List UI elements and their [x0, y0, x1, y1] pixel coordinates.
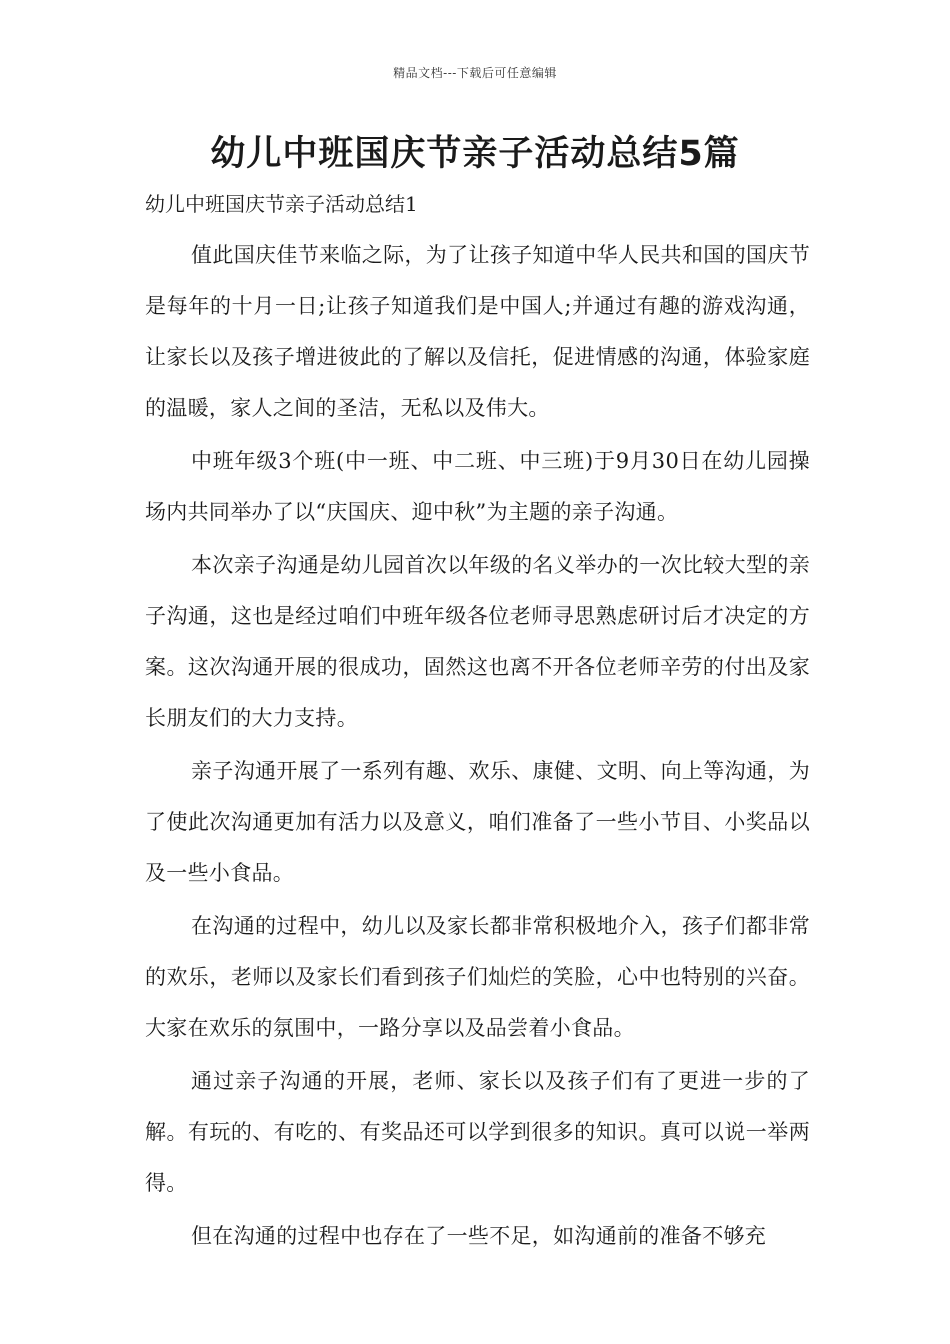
paragraph: 本次亲子沟通是幼儿园首次以年级的名义举办的一次比较大型的亲子沟通，这也是经过咱们中班年级各位老师寻思熟虑研讨后才决定的方案。这次沟通开展的很成功，固然这也离不开各位老师辛劳的付出及家长朋友们的大力支持。: [145, 553, 810, 730]
paragraph: 但在沟通的过程中也存在了一些不足，如沟通前的准备不够充: [191, 1224, 767, 1248]
paragraph: 值此国庆佳节来临之际，为了让孩子知道中华人民共和国的国庆节是每年的十月一日;让孩子知道我们是中国人;并通过有趣的游戏沟通，让家长以及孩子增进彼此的了解以及信托，促进情感的沟通，体验家庭的温暖，家人之间的圣洁，无私以及伟大。: [145, 243, 810, 420]
header-note: 精品文档---下载后可任意编辑: [393, 66, 557, 80]
document-title: 幼儿中班国庆节亲子活动总结5篇: [210, 134, 740, 174]
document-body: [145, 230, 810, 1264]
paragraph: 通过亲子沟通的开展，老师、家长以及孩子们有了更进一步的了解。有玩的、有吃的、有奖品还可以学到很多的知识。真可以说一举两得。: [145, 1069, 810, 1195]
paragraph: 亲子沟通开展了一系列有趣、欢乐、康健、文明、向上等沟通，为了使此次沟通更加有活力以及意义，咱们准备了一些小节目、小奖品以及一些小食品。: [145, 759, 810, 885]
section-heading: 幼儿中班国庆节亲子活动总结1: [145, 192, 418, 216]
paragraph: 在沟通的过程中，幼儿以及家长都非常积极地介入，孩子们都非常的欢乐，老师以及家长们看到孩子们灿烂的笑脸，心中也特别的兴奋。大家在欢乐的氛围中，一路分享以及品尝着小食品。: [145, 914, 810, 1040]
paragraph: 中班年级3个班(中一班、中二班、中三班)于9月30日在幼儿园操场内共同举办了以“庆国庆、迎中秋”为主题的亲子沟通。: [145, 449, 810, 524]
